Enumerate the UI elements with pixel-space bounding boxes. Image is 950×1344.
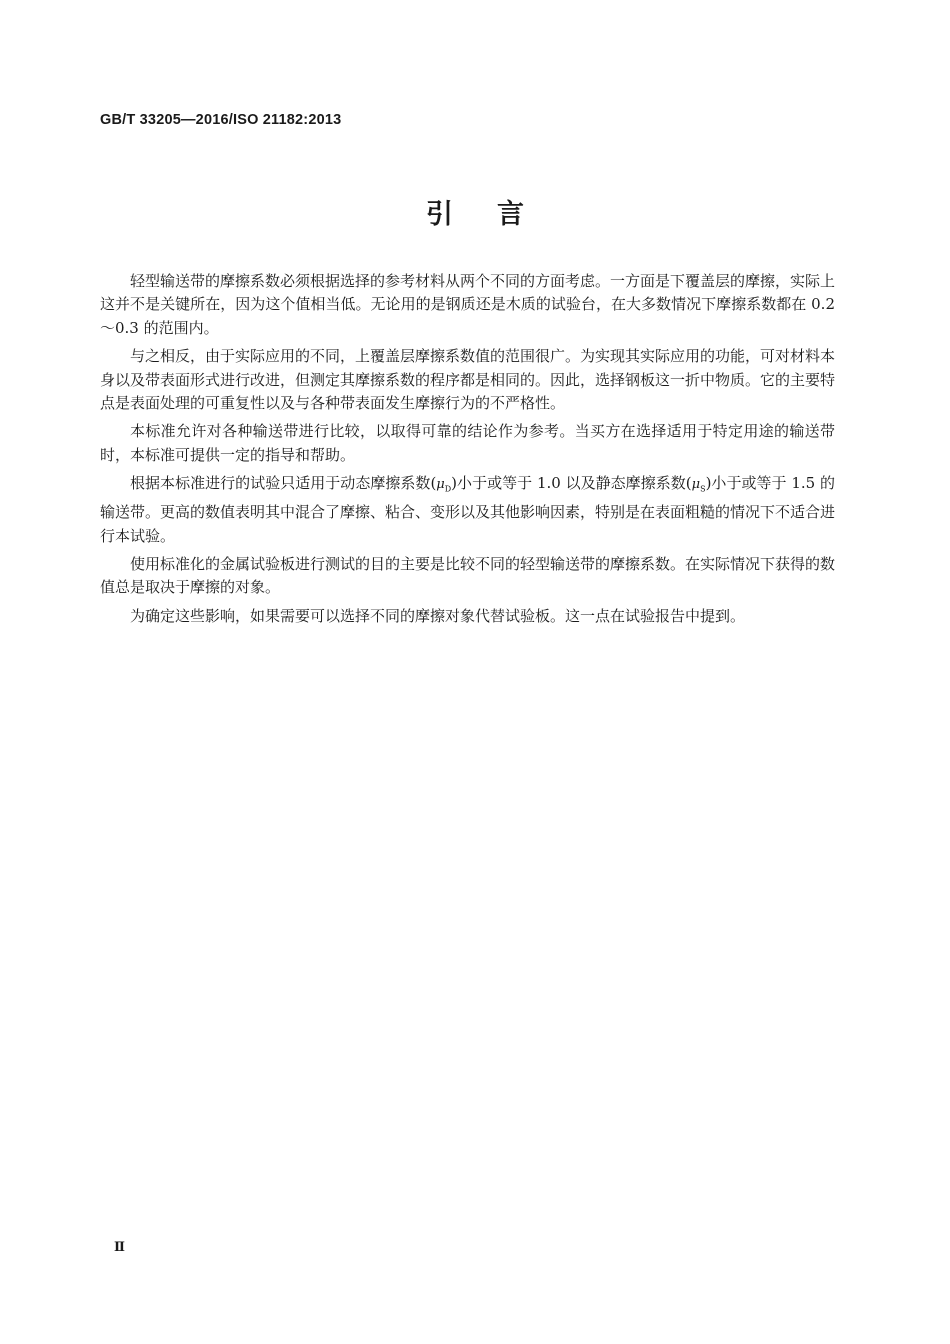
paragraph-3: 本标准允许对各种输送带进行比较，以取得可靠的结论作为参考。当买方在选择适用于特定用途的输送带时，本标准可提供一定的指导和帮助。: [100, 422, 835, 464]
page-title: 引言: [426, 199, 568, 230]
paragraph-4-part-c: )小于或等于 1.5 的输送带。更高的数值表明其中混合了摩擦、粘合、变形以及其他影响因素，特别是在表面粗糙的情况下不适合进行本试验。: [100, 474, 836, 545]
paragraph-4: [100, 472, 835, 548]
paragraph-1: 轻型输送带的摩擦系数必须根据选择的参考材料从两个不同的方面考虑。一方面是下覆盖层的摩擦，实际上这并不是关键所在，因为这个值相当低。无论用的是钢质还是木质的试验台，在大多数情况下摩擦系数都在 0.2～0.3 的范围内。: [100, 272, 836, 337]
paragraph-2: 与之相反，由于实际应用的不同，上覆盖层摩擦系数值的范围很广。为实现其实际应用的功能，可对材料本身以及带表面形式进行改进，但测定其摩擦系数的程序都是相同的。因此，选择钢板这一折中物质。它的主要特点是表面处理的可重复性以及与各种带表面发生摩擦行为的不严格性。: [100, 347, 836, 413]
paragraph-4-part-a: 根据本标准进行的试验只适用于动态摩擦系数(: [130, 474, 437, 493]
paragraph-5: 使用标准化的金属试验板进行测试的目的主要是比较不同的轻型输送带的摩擦系数。在实际情况下获得的数值总是取决于摩擦的对象。: [100, 555, 836, 597]
page-number: Ⅱ: [114, 1240, 125, 1255]
mu-s-letter: μ: [691, 477, 701, 493]
introduction-body: [100, 270, 835, 633]
mu-s-subscript: S: [700, 484, 706, 494]
mu-s-symbol: [692, 477, 706, 492]
standard-code-header: GB/T 33205—2016/ISO 21182:2013: [100, 112, 342, 128]
mu-d-symbol: [436, 477, 451, 492]
mu-d-letter: μ: [436, 477, 445, 493]
paragraph-4-part-b: )小于或等于 1.0 以及静态摩擦系数(: [451, 474, 692, 493]
paragraph-6: 为确定这些影响，如果需要可以选择不同的摩擦对象代替试验板。这一点在试验报告中提到。: [130, 606, 746, 625]
mu-d-subscript: D: [444, 484, 452, 494]
